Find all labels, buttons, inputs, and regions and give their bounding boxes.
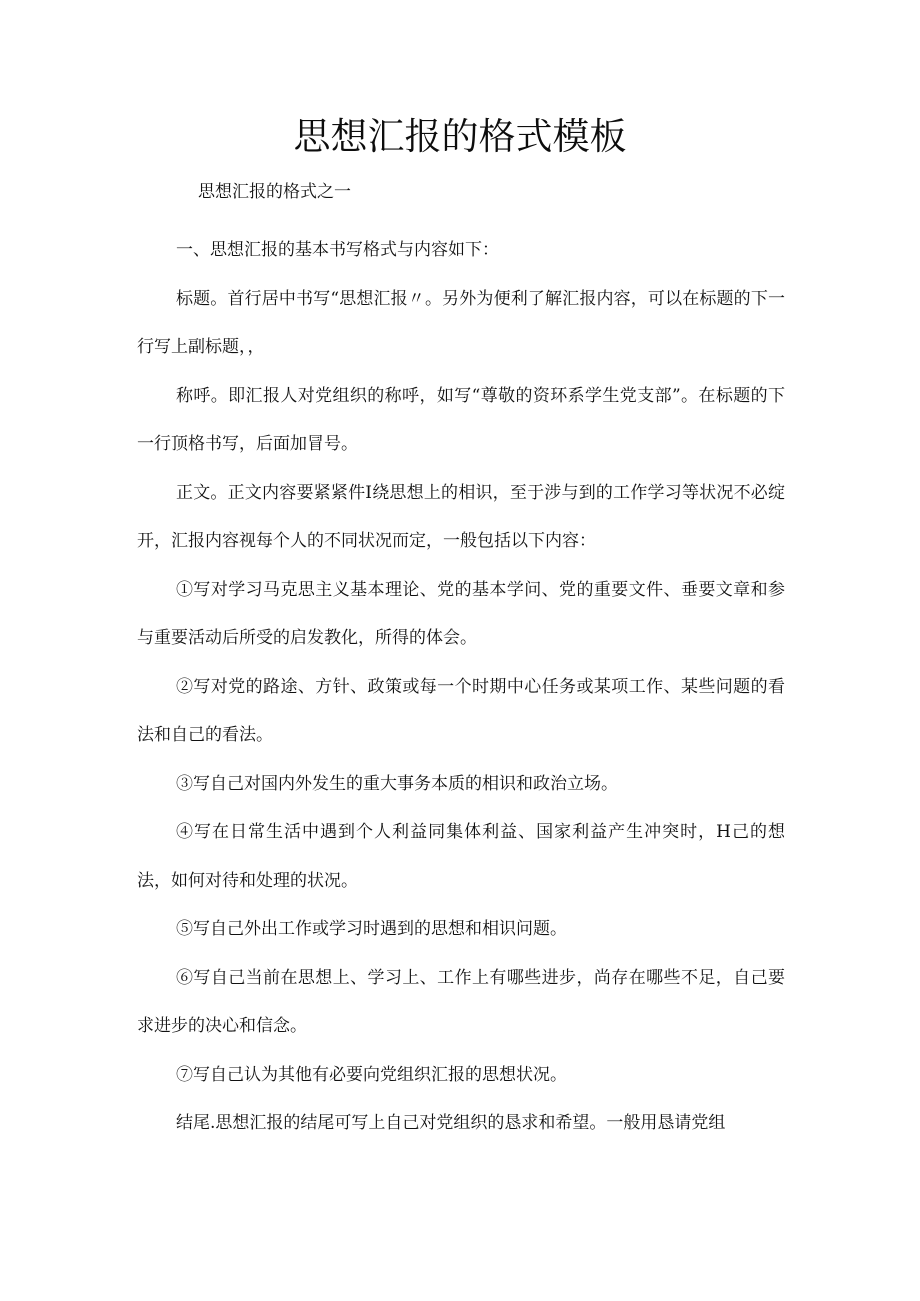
paragraph-item-4: ④写在日常生活中遇到个人利益同集体利益、国家利益产生冲突时，H己的想法，如何对待和处理的状况。 [137, 822, 785, 891]
paragraph-item-5: ⑤写自己外出工作或学习时遇到的思想和相识问题。 [176, 919, 567, 939]
paragraph-basic-format: 一、思想汇报的基本书写格式与内容如下： [176, 240, 499, 260]
paragraph-ending: 结尾.思想汇报的结尾可写上自己对党组织的恳求和希望。一般用恳请党组 [176, 1113, 726, 1133]
document-body [137, 226, 785, 1148]
paragraph-item-2: ②写对党的路途、方针、政策或每一个时期中心任务或某项工作、某些问题的看法和自己的看法。 [137, 676, 785, 745]
document-title: 思想汇报的格式模板 [293, 115, 627, 158]
paragraph-item-6: ⑥写自己当前在思想上、学习上、工作上有哪些进步，尚存在哪些不足，自己要求进步的决心和信念。 [137, 967, 785, 1036]
paragraph-title: 标题。首行居中书写“思想汇报〃。另外为便利了解汇报内容，可以在标题的下一行写上副标题，， [137, 288, 785, 357]
paragraph-item-7: ⑦写自己认为其他有必要向党组织汇报的思想状况。 [176, 1064, 567, 1085]
paragraph-item-3: ③写自己对国内外发生的重大事务本质的相识和政治立场。 [176, 773, 618, 794]
paragraph-salutation: 称呼。即汇报人对党组织的称呼，如写“尊敬的资环系学生党支部”。在标题的下一行顶格书写，后面加冒号。 [137, 385, 785, 454]
paragraph-main-text: 正文。正文内容要紧紧件I绕思想上的相识，至于涉与到的工作学习等状况不必绽开，汇报内容视每个人的不同状况而定，一般包括以下内容： [137, 482, 785, 551]
document-subtitle: 思想汇报的格式之一 [198, 182, 351, 202]
paragraph-item-1: ①写对学习马克思主义基本理论、党的基本学问、党的重要文件、垂要文章和参与重要活动后所受的启发教化，所得的体会。 [137, 579, 785, 648]
